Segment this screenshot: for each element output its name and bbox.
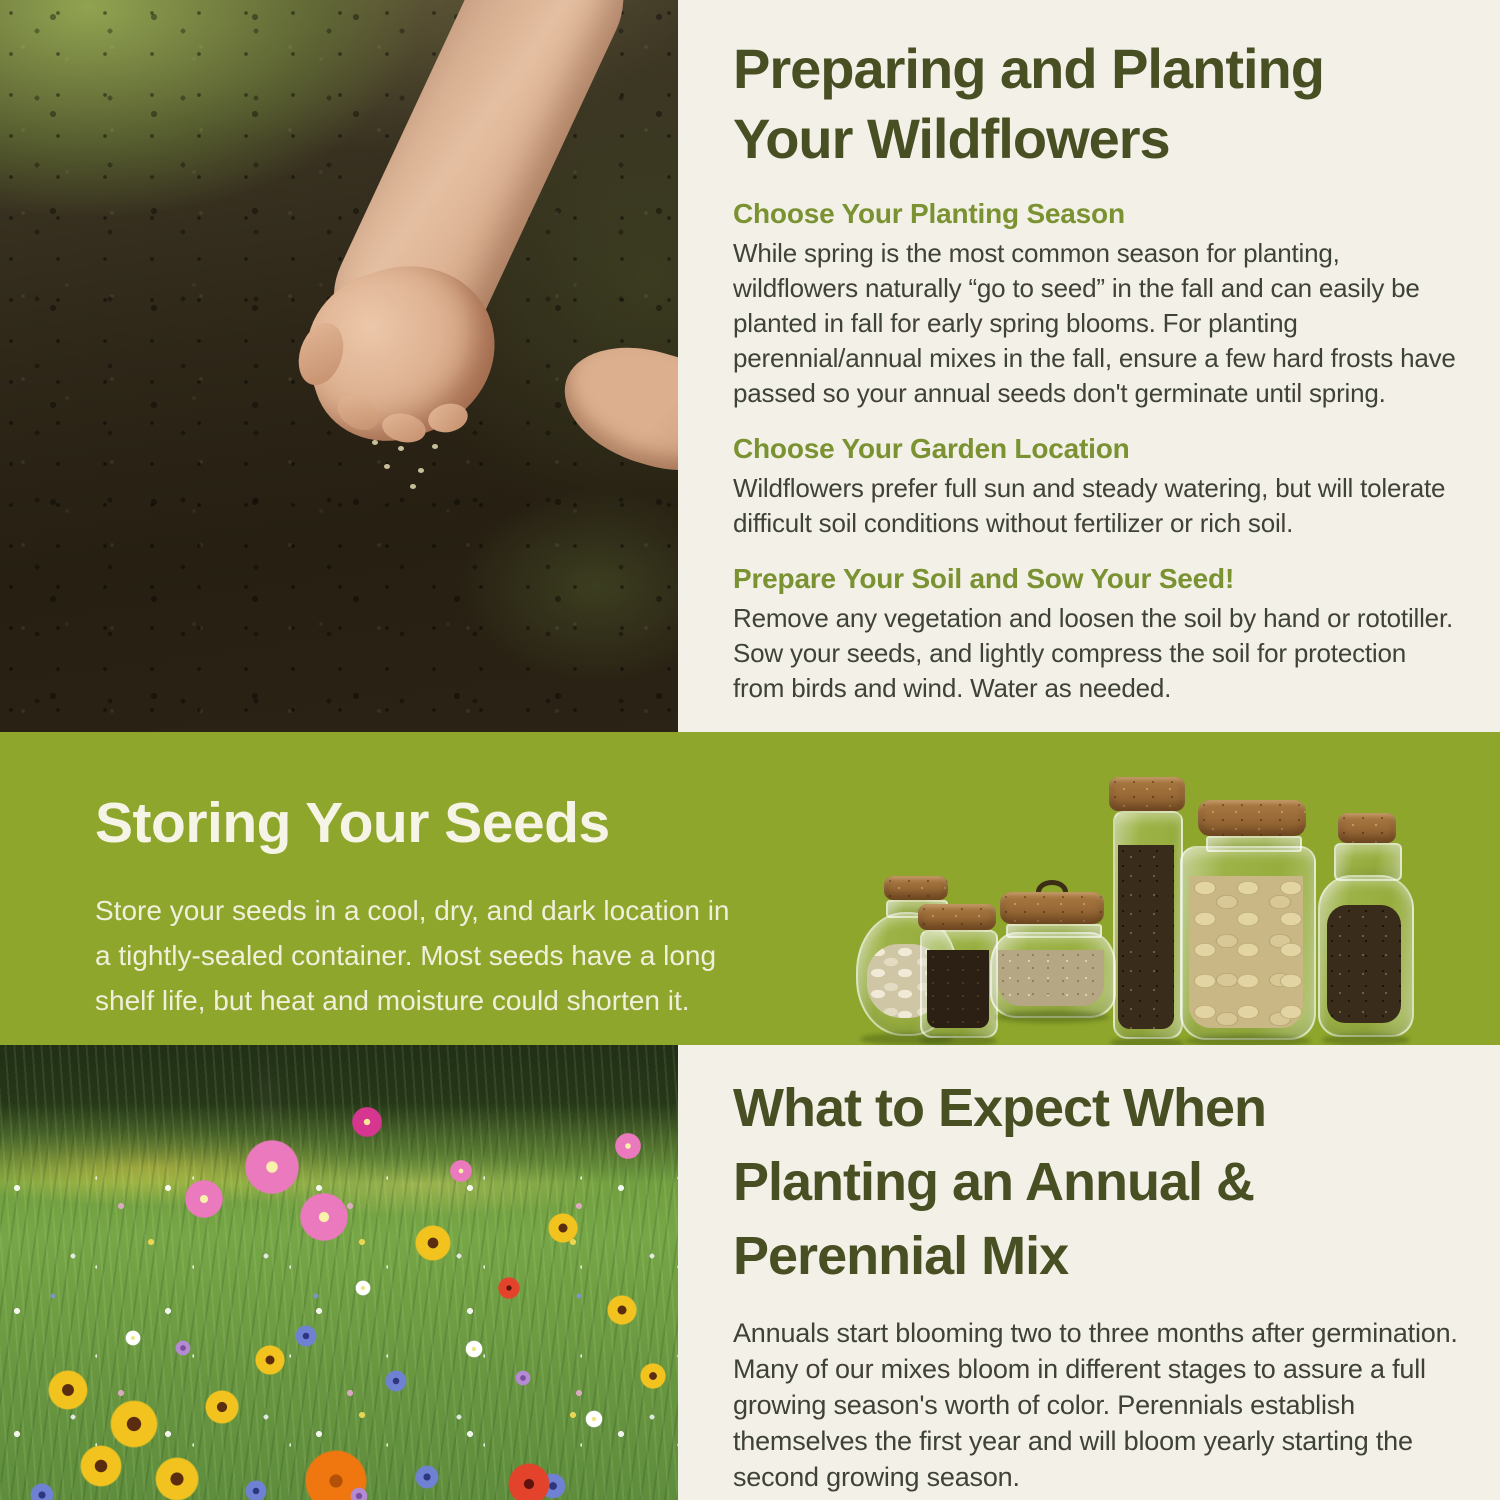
jar-sandy-seeds bbox=[990, 880, 1114, 1016]
coreopsis-flower bbox=[205, 1390, 239, 1424]
pink-cosmos-flower bbox=[185, 1180, 223, 1218]
coreopsis-flower bbox=[48, 1370, 88, 1410]
cornflower bbox=[245, 1480, 267, 1500]
coreopsis-flower bbox=[110, 1400, 158, 1448]
red-poppy-flower bbox=[498, 1277, 520, 1299]
band-title: Storing Your Seeds bbox=[95, 791, 610, 855]
white-daisy bbox=[125, 1330, 141, 1346]
bottom-title-line-3: Perennial Mix bbox=[733, 1226, 1069, 1286]
seed-grain bbox=[398, 446, 404, 451]
cornflower bbox=[385, 1370, 407, 1392]
storing-text-block bbox=[95, 790, 750, 1023]
section-heading: Choose Your Garden Location bbox=[733, 433, 1130, 464]
coreopsis-flower bbox=[607, 1295, 637, 1325]
cork-lid bbox=[1198, 800, 1306, 836]
page-title-line-1: Preparing and Planting bbox=[733, 37, 1324, 100]
jar-pumpkin-seeds bbox=[1180, 800, 1316, 1040]
section-body: Wildflowers prefer full sun and steady watering, but will tolerate difficult soil conditions without fertilizer or rich soil. bbox=[733, 473, 1446, 538]
coreopsis-flower bbox=[415, 1225, 451, 1261]
section-body: Remove any vegetation and loosen the soil by hand or rototiller. Sow your seeds, and lightly compress the soil for protection from birds and wind. Water as needed. bbox=[733, 603, 1453, 703]
coreopsis-flower bbox=[80, 1445, 122, 1487]
pink-flower bbox=[615, 1133, 641, 1159]
what-to-expect-panel bbox=[678, 1045, 1500, 1500]
jar-tall-tube bbox=[1107, 777, 1187, 1042]
seed-fill bbox=[1118, 845, 1174, 1029]
top-section bbox=[0, 0, 1500, 732]
seed-fill bbox=[1327, 905, 1401, 1023]
page-title-line-2: Your Wildflowers bbox=[733, 107, 1170, 170]
jar-seed-bottle bbox=[1318, 813, 1414, 1039]
pink-cosmos-flower bbox=[245, 1140, 299, 1194]
cork-lid bbox=[918, 904, 996, 930]
pink-flower bbox=[450, 1160, 472, 1182]
bottom-title-line-2: Planting an Annual & bbox=[733, 1152, 1255, 1212]
coreopsis-flower bbox=[640, 1363, 666, 1389]
cork-lid bbox=[1109, 777, 1185, 811]
coreopsis-flower bbox=[155, 1457, 199, 1500]
section-body: While spring is the most common season for planting, wildflowers naturally “go to seed” in the fall and can easily be planted in fall for early spring blooms. For planting perennial/annual mixes in the fall, ensure a few hard frosts have passed so your annual seeds don't germinate until spring. bbox=[733, 238, 1456, 408]
storing-seeds-band bbox=[0, 732, 1500, 1045]
coreopsis-flower bbox=[255, 1345, 285, 1375]
section-prepare-soil bbox=[733, 563, 1462, 706]
coreopsis-flower bbox=[548, 1213, 578, 1243]
seed-grain bbox=[372, 440, 378, 445]
bottom-title bbox=[733, 1071, 1462, 1293]
seed-grain bbox=[432, 444, 438, 449]
seed-grain bbox=[384, 464, 390, 469]
section-planting-season bbox=[733, 198, 1462, 411]
seed-grain bbox=[418, 468, 424, 473]
cork-lid bbox=[1338, 813, 1396, 843]
white-daisy bbox=[585, 1410, 603, 1428]
preparing-panel bbox=[678, 0, 1500, 732]
purple-flower bbox=[175, 1340, 191, 1356]
band-body: Store your seeds in a cool, dry, and dark location in a tightly-sealed container. Most seeds have a long shelf life, but heat and moisture could shorten it. bbox=[95, 895, 730, 1016]
bottom-section bbox=[0, 1045, 1500, 1500]
jar-dark-seeds-small bbox=[916, 904, 1000, 1040]
seed-fill bbox=[1189, 876, 1303, 1028]
pink-cosmos-flower bbox=[300, 1193, 348, 1241]
sowing-seeds-photo bbox=[0, 0, 678, 732]
section-heading: Choose Your Planting Season bbox=[733, 198, 1125, 229]
cork-lid bbox=[884, 876, 948, 900]
helper-hand bbox=[550, 329, 678, 486]
seed-grain bbox=[410, 484, 416, 489]
wildflower-meadow-photo bbox=[0, 1045, 678, 1500]
seed-fill bbox=[927, 950, 989, 1028]
section-heading: Prepare Your Soil and Sow Your Seed! bbox=[733, 563, 1235, 594]
bottom-body: Annuals start blooming two to three months after germination. Many of our mixes bloom in different stages to assure a full growing season's worth of color. Perennials establish themselves the first year and will bloom yearly starting the second growing season. bbox=[733, 1318, 1458, 1492]
cork-lid bbox=[1000, 892, 1104, 924]
seed-fill bbox=[998, 950, 1104, 1006]
bottom-title-line-1: What to Expect When bbox=[733, 1078, 1266, 1138]
section-garden-location bbox=[733, 433, 1462, 541]
cornflower bbox=[415, 1465, 439, 1489]
purple-flower bbox=[350, 1487, 368, 1500]
white-daisy bbox=[355, 1280, 371, 1296]
cornflower bbox=[30, 1483, 54, 1500]
magenta-flower bbox=[352, 1107, 382, 1137]
page-title bbox=[733, 34, 1462, 174]
red-poppy-flower bbox=[508, 1463, 550, 1500]
cornflower bbox=[295, 1325, 317, 1347]
purple-flower bbox=[515, 1370, 531, 1386]
white-daisy bbox=[465, 1340, 483, 1358]
